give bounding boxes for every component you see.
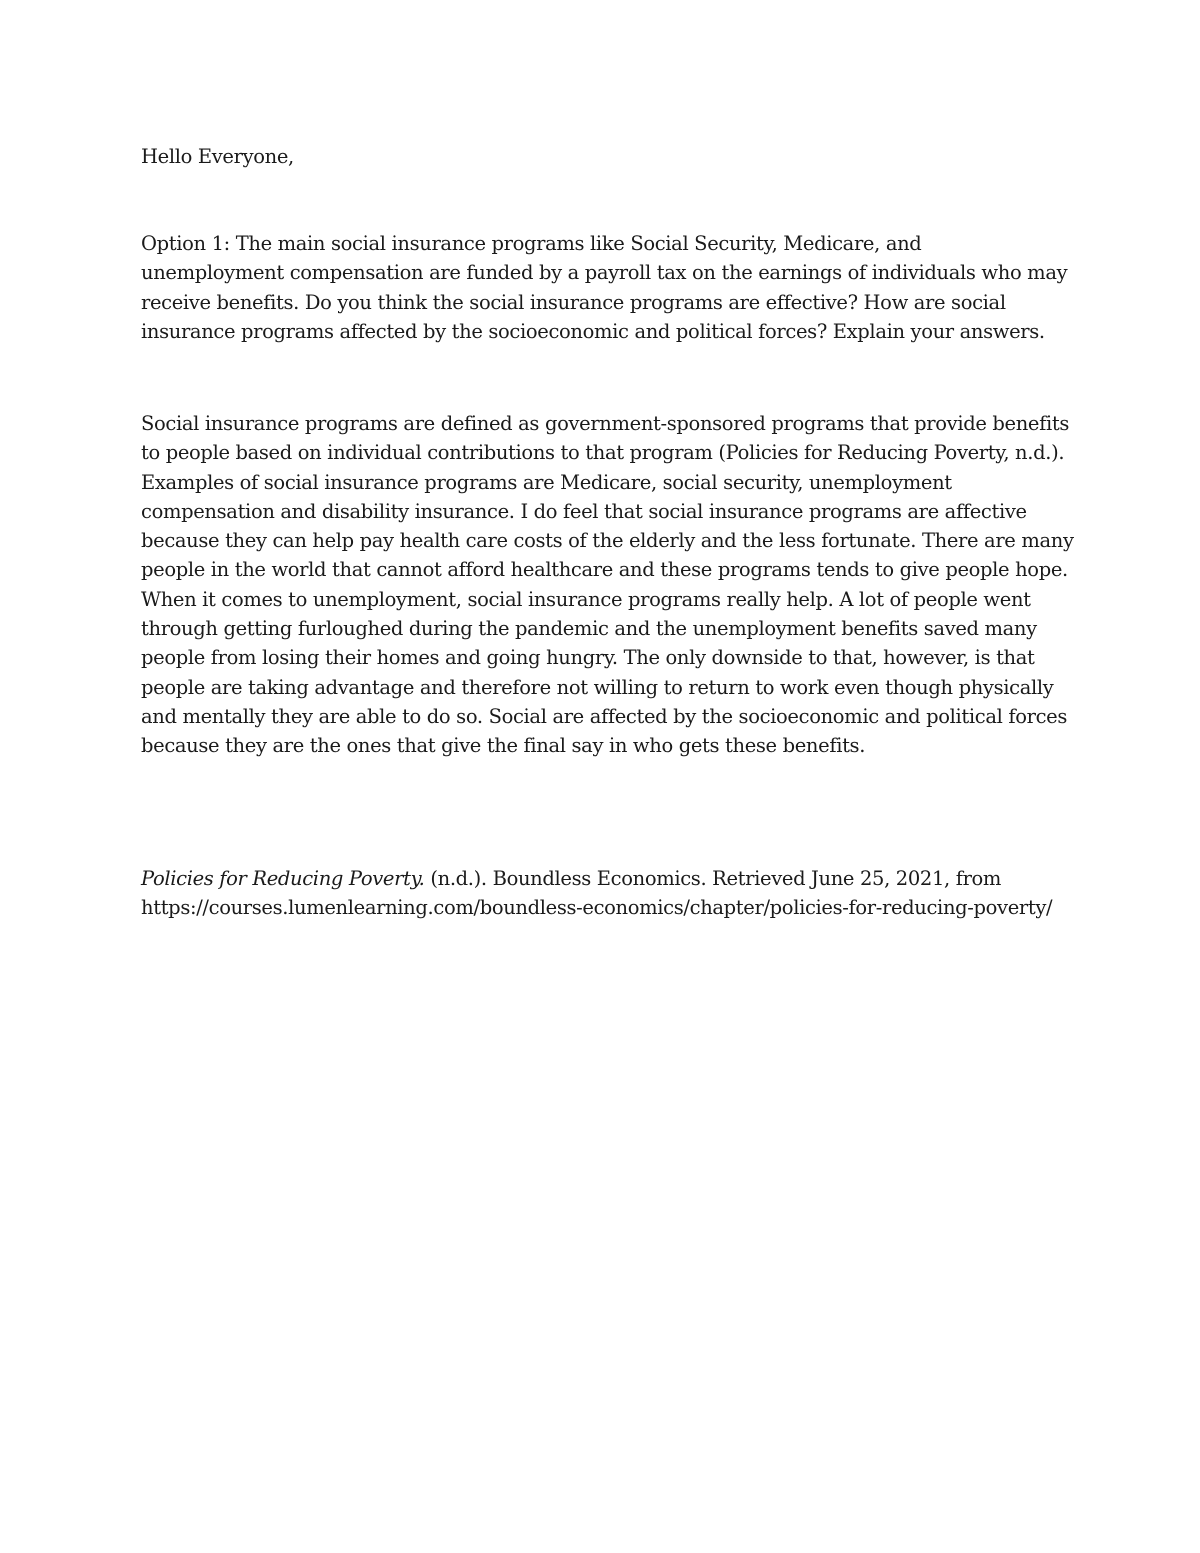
discussion-question bbox=[141, 229, 1081, 346]
answer-line: through getting furloughed during the pandemic and the unemployment benefits saved many bbox=[141, 617, 1037, 641]
answer-line: When it comes to unemployment, social insurance programs really help. A lot of people went bbox=[141, 587, 1031, 611]
question-line: receive benefits. Do you think the social insurance programs are effective? How are social bbox=[141, 290, 1006, 314]
reference-details: (n.d.). Boundless Economics. Retrieved June 25, 2021, from bbox=[424, 867, 1002, 890]
answer-line: Examples of social insurance programs are Medicare, social security, unemployment bbox=[141, 470, 952, 494]
answer-line: to people based on individual contributions to that program (Policies for Reducing Poverty, n.d.). bbox=[141, 441, 1065, 465]
answer-line: because they are the ones that give the final say in who gets these benefits. bbox=[141, 734, 866, 758]
reference-entry bbox=[141, 864, 1081, 923]
question-line: unemployment compensation are funded by a payroll tax on the earnings of individuals who may bbox=[141, 261, 1068, 285]
greeting: Hello Everyone, bbox=[141, 145, 294, 168]
answer-line: people from losing their homes and going hungry. The only downside to that, however, is that bbox=[141, 646, 1035, 670]
answer-line: Social insurance programs are defined as government-sponsored programs that provide benefits bbox=[141, 412, 1070, 435]
answer-line: and mentally they are able to do so. Social are affected by the socioeconomic and political forces bbox=[141, 704, 1067, 728]
answer-line: compensation and disability insurance. I do feel that social insurance programs are affective bbox=[141, 499, 1027, 523]
answer-paragraph bbox=[141, 409, 1081, 761]
reference-citation bbox=[141, 864, 1081, 893]
reference-title: Policies for Reducing Poverty. bbox=[141, 867, 425, 890]
question-line: Option 1: The main social insurance programs like Social Security, Medicare, and bbox=[141, 232, 922, 255]
question-line: insurance programs affected by the socioeconomic and political forces? Explain your answers. bbox=[141, 319, 1045, 343]
answer-line: people are taking advantage and therefore not willing to return to work even though physically bbox=[141, 675, 1054, 699]
answer-line: because they can help pay health care costs of the elderly and the less fortunate. There are many bbox=[141, 529, 1074, 553]
answer-line: people in the world that cannot afford healthcare and these programs tends to give people hope. bbox=[141, 558, 1068, 582]
reference-url: https://courses.lumenlearning.com/boundless-economics/chapter/policies-for-reducing-poverty/ bbox=[141, 896, 1053, 920]
